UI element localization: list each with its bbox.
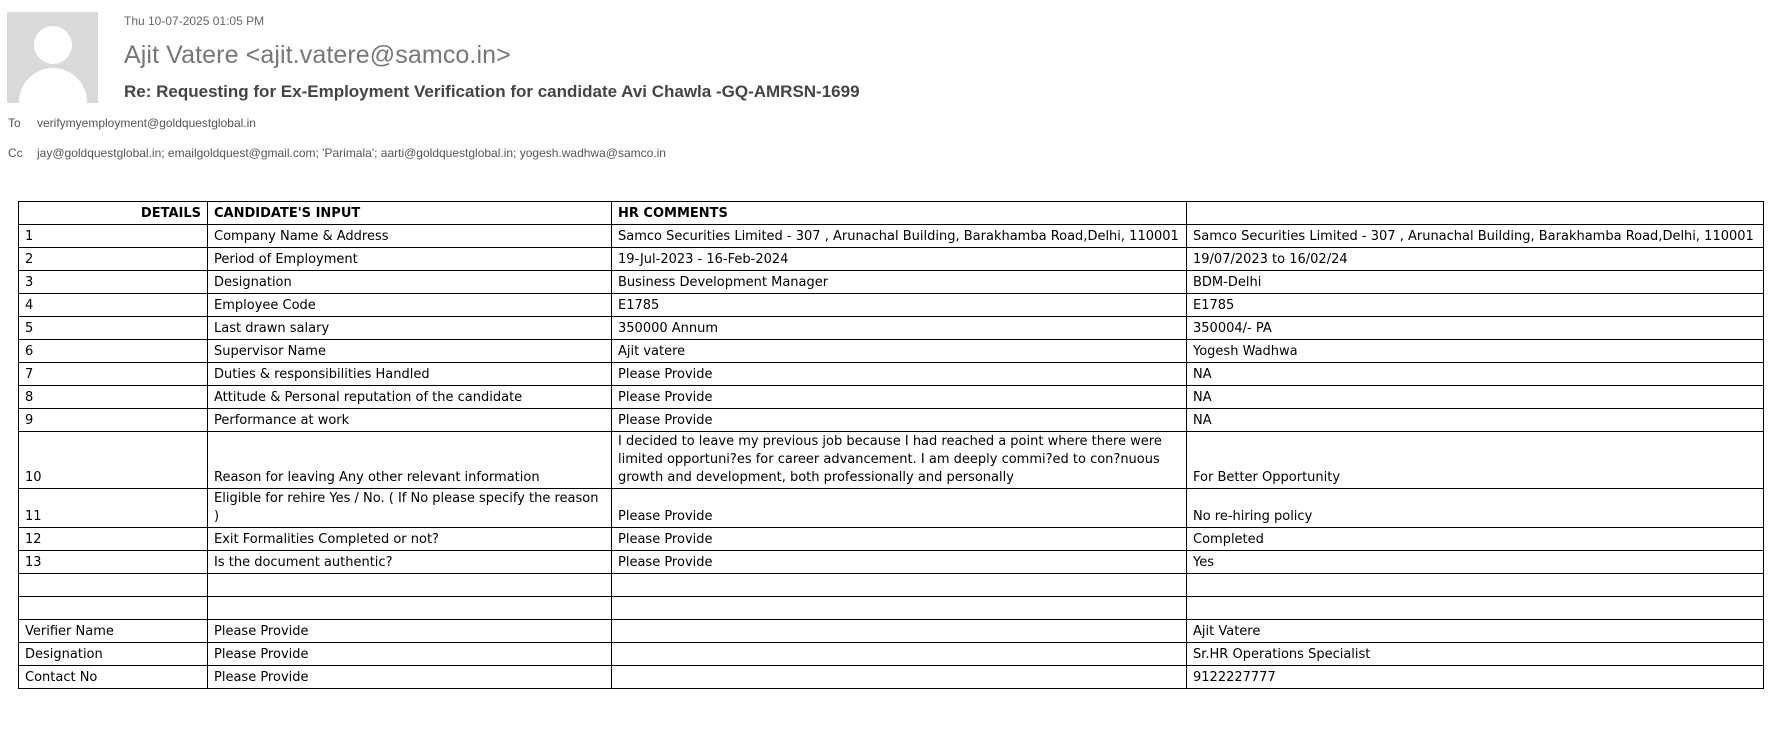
row-hr-value: BDM-Delhi [1187,271,1764,294]
row-field: Last drawn salary [208,317,612,340]
header-blank [1187,202,1764,225]
blank-cell [19,574,208,597]
table-row [19,551,1764,574]
table-row [19,528,1764,551]
row-hr-value: No re-hiring policy [1187,489,1764,528]
blank-cell [1187,597,1764,620]
row-candidate-value: Please Provide [612,551,1187,574]
table-row [19,432,1764,489]
verifier-candidate-value: Please Provide [208,666,612,689]
row-number: 10 [19,432,208,489]
table-row [19,248,1764,271]
row-hr-value: Completed [1187,528,1764,551]
cc-label: Cc [8,146,23,160]
table-row [19,489,1764,528]
avatar-head-icon [34,26,72,64]
email-subject: Re: Requesting for Ex-Employment Verification for candidate Avi Chawla -GQ-AMRSN-1699 [124,82,860,101]
row-candidate-value: Please Provide [612,386,1187,409]
blank-row [19,574,1764,597]
verifier-blank [612,666,1187,689]
row-candidate-value: Ajit vatere [612,340,1187,363]
to-label: To [8,116,21,130]
row-number: 12 [19,528,208,551]
row-hr-value: Yes [1187,551,1764,574]
verifier-row [19,643,1764,666]
email-date: Thu 10-07-2025 01:05 PM [124,14,265,28]
row-hr-value: E1785 [1187,294,1764,317]
blank-cell [208,597,612,620]
row-number: 3 [19,271,208,294]
table-row [19,294,1764,317]
row-hr-value: NA [1187,386,1764,409]
blank-row [19,597,1764,620]
blank-cell [208,574,612,597]
row-field: Supervisor Name [208,340,612,363]
header-candidate-input: CANDIDATE'S INPUT [208,202,612,225]
row-hr-value: For Better Opportunity [1187,432,1764,489]
verifier-candidate-value: Please Provide [208,620,612,643]
header-details: DETAILS [19,202,208,225]
verifier-blank [612,643,1187,666]
sender-avatar [7,12,98,103]
table-row [19,340,1764,363]
row-field: Attitude & Personal reputation of the candidate [208,386,612,409]
verifier-candidate-value: Please Provide [208,643,612,666]
row-hr-value: Yogesh Wadhwa [1187,340,1764,363]
row-candidate-value: I decided to leave my previous job because I had reached a point where there were limited opportuni?es for career advancement. I am deeply commi?ed to con?nuous growth and development, both professionally and personally [612,432,1187,489]
row-candidate-value: 19-Jul-2023 - 16-Feb-2024 [612,248,1187,271]
table-row [19,317,1764,340]
verifier-hr-value: Ajit Vatere [1187,620,1764,643]
email-sender[interactable]: Ajit Vatere <ajit.vatere@samco.in> [124,41,511,69]
verifier-field: Designation [19,643,208,666]
verifier-row [19,620,1764,643]
row-number: 11 [19,489,208,528]
row-number: 2 [19,248,208,271]
row-candidate-value: Business Development Manager [612,271,1187,294]
row-hr-value: 350004/- PA [1187,317,1764,340]
verification-table [18,201,1764,689]
blank-cell [19,597,208,620]
row-number: 5 [19,317,208,340]
avatar-body-icon [19,68,87,103]
table-row [19,271,1764,294]
verifier-row [19,666,1764,689]
table-row [19,386,1764,409]
row-field: Eligible for rehire Yes / No. ( If No please specify the reason ) [208,489,612,528]
verifier-field: Verifier Name [19,620,208,643]
verifier-hr-value: Sr.HR Operations Specialist [1187,643,1764,666]
row-number: 13 [19,551,208,574]
row-field: Period of Employment [208,248,612,271]
table-header-row [19,202,1764,225]
row-number: 9 [19,409,208,432]
row-field: Company Name & Address [208,225,612,248]
row-number: 8 [19,386,208,409]
row-hr-value: NA [1187,409,1764,432]
table-row [19,225,1764,248]
row-field: Is the document authentic? [208,551,612,574]
blank-cell [1187,574,1764,597]
row-candidate-value: Samco Securities Limited - 307 , Arunachal Building, Barakhamba Road,Delhi, 110001 [612,225,1187,248]
row-number: 1 [19,225,208,248]
row-candidate-value: Please Provide [612,489,1187,528]
row-candidate-value: 350000 Annum [612,317,1187,340]
blank-cell [612,574,1187,597]
header-hr-comments: HR COMMENTS [612,202,1187,225]
verifier-hr-value: 9122227777 [1187,666,1764,689]
verifier-field: Contact No [19,666,208,689]
row-number: 4 [19,294,208,317]
table-row [19,363,1764,386]
row-number: 6 [19,340,208,363]
blank-cell [612,597,1187,620]
row-hr-value: Samco Securities Limited - 307 , Arunachal Building, Barakhamba Road,Delhi, 110001 [1187,225,1764,248]
row-candidate-value: Please Provide [612,363,1187,386]
row-field: Designation [208,271,612,294]
row-field: Employee Code [208,294,612,317]
row-candidate-value: E1785 [612,294,1187,317]
row-field: Duties & responsibilities Handled [208,363,612,386]
row-field: Exit Formalities Completed or not? [208,528,612,551]
cc-recipients[interactable]: jay@goldquestglobal.in; emailgoldquest@gmail.com; 'Parimala'; aarti@goldquestglobal.in; yogesh.wadhwa@samco.in [37,146,666,160]
row-candidate-value: Please Provide [612,409,1187,432]
row-hr-value: NA [1187,363,1764,386]
to-recipients[interactable]: verifymyemployment@goldquestglobal.in [37,116,256,130]
row-field: Reason for leaving Any other relevant information [208,432,612,489]
row-field: Performance at work [208,409,612,432]
row-number: 7 [19,363,208,386]
row-hr-value: 19/07/2023 to 16/02/24 [1187,248,1764,271]
row-candidate-value: Please Provide [612,528,1187,551]
verifier-blank [612,620,1187,643]
table-row [19,409,1764,432]
